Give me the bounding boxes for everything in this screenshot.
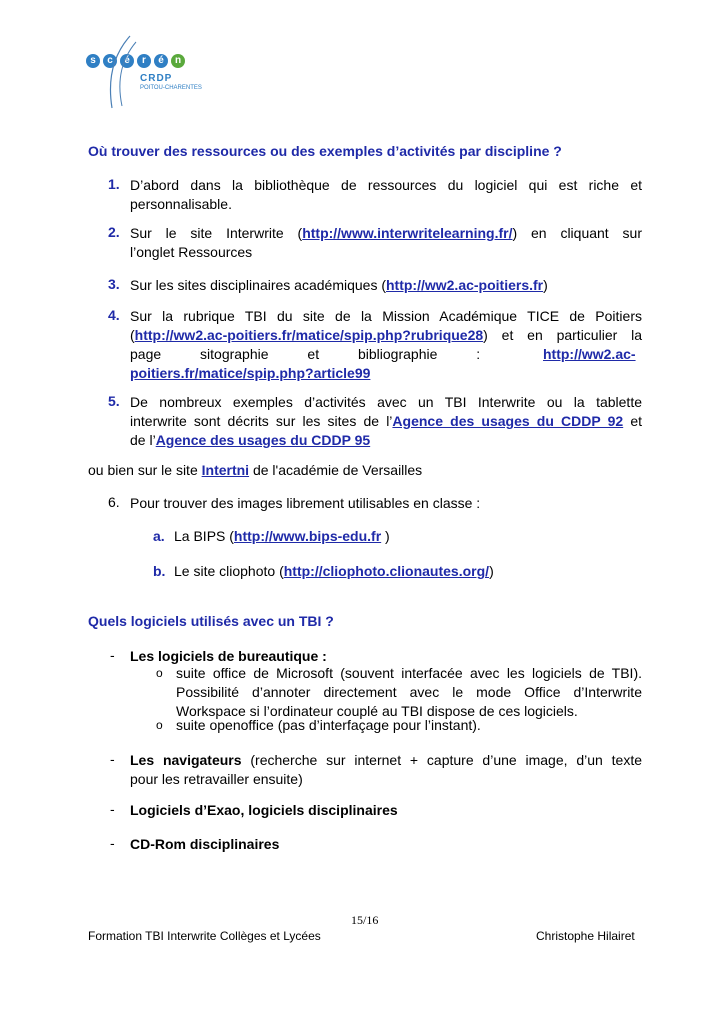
list-item-line: Logiciels d’Exao, logiciels disciplinaires: [130, 802, 398, 818]
text: ): [489, 563, 494, 579]
section-title: Quels logiciels utilisés avec un TBI ?: [88, 613, 334, 629]
list-item-line: Les logiciels de bureautique :: [130, 648, 327, 664]
section-title: Où trouver des ressources ou des exemples d’activités par discipline ?: [88, 143, 562, 159]
text: La BIPS (: [174, 528, 234, 544]
cliophoto-link[interactable]: http://cliophoto.clionautes.org/: [283, 563, 490, 579]
page-number: 15/16: [351, 913, 379, 927]
footer-right: Christophe Hilairet: [536, 929, 635, 943]
sub-item-line: [174, 563, 494, 579]
logo-letter: s: [86, 54, 100, 68]
list-number: 5.: [108, 393, 120, 409]
text: Le site cliophoto (: [174, 563, 284, 579]
text: et: [623, 413, 643, 429]
list-item-line: CD-Rom disciplinaires: [130, 836, 280, 852]
versailles-line: [88, 461, 422, 480]
cddp95-link[interactable]: Agence des usages du CDDP 95: [155, 432, 371, 448]
list-item-line: [130, 224, 642, 243]
text: Les navigateurs: [130, 752, 242, 768]
dash-marker: -: [110, 801, 115, 817]
bullet-marker: o: [156, 666, 163, 680]
bullet-line: Workspace si l’ordinateur couplé au TBI dispose de ces logiciels.: [176, 703, 578, 719]
text: interwrite sont décrits sur les sites de l’: [130, 413, 393, 429]
rubrique28-link[interactable]: http://ww2.ac-poitiers.fr/matice/spip.php?rubrique28: [134, 327, 484, 343]
text: Sur le site Interwrite (: [130, 225, 303, 241]
list-number: 2.: [108, 224, 120, 240]
list-number: 6.: [108, 494, 120, 510]
bullet-marker: o: [156, 718, 163, 732]
logo-letter: é: [120, 54, 134, 68]
list-item-line: pour les retravailler ensuite): [130, 771, 303, 787]
list-item-line: De nombreux exemples d’activités avec un TBI Interwrite ou la tablette: [130, 394, 642, 410]
list-item-line: [130, 276, 642, 295]
list-item-line: [130, 364, 642, 383]
list-item-line: [543, 345, 636, 364]
footer-left: Formation TBI Interwrite Collèges et Lycées: [88, 929, 321, 943]
list-item-line: Pour trouver des images librement utilisables en classe :: [130, 495, 481, 511]
article99-link-cont[interactable]: poitiers.fr/matice/spip.php?article99: [130, 365, 371, 381]
bips-link[interactable]: http://www.bips-edu.fr: [233, 528, 382, 544]
text: de l'académie de Versailles: [249, 462, 423, 478]
bullet-line: suite openoffice (pas d’interfaçage pour l’instant).: [176, 717, 481, 733]
dash-marker: -: [110, 835, 115, 851]
logo-region: POITOU-CHARENTES: [140, 85, 202, 91]
text: (recherche sur internet + capture d’une image, d’un texte: [241, 752, 642, 768]
logo-letter: n: [171, 54, 185, 68]
logo-crdp: CRDP: [140, 73, 173, 84]
logo-letter: c: [103, 54, 117, 68]
text: ): [381, 528, 390, 544]
dash-marker: -: [110, 751, 115, 767]
list-item-line: [130, 431, 642, 450]
ac-poitiers-link[interactable]: http://ww2.ac-poitiers.fr: [386, 277, 544, 293]
logo-arcs-icon: [100, 34, 140, 110]
text: ou bien sur le site: [88, 462, 202, 478]
list-item-line: [130, 751, 642, 770]
list-item-line: [130, 412, 642, 431]
sub-letter: a.: [153, 528, 165, 544]
list-item-line: [130, 326, 642, 345]
dash-marker: -: [110, 647, 115, 663]
bullet-line: suite office de Microsoft (souvent interfacée avec les logiciels de TBI).: [176, 665, 642, 681]
list-number: 4.: [108, 307, 120, 323]
text: (: [130, 327, 135, 343]
logo-letter: é: [154, 54, 168, 68]
text: ): [543, 277, 548, 293]
intertni-link[interactable]: Intertni: [201, 462, 250, 478]
text: ) en cliquant sur: [512, 225, 643, 241]
list-item-line: personnalisable.: [130, 196, 232, 212]
list-item-line: Sur la rubrique TBI du site de la Mission Académique TICE de Poitiers: [130, 308, 642, 324]
text: Sur les sites disciplinaires académiques (: [130, 277, 386, 293]
list-item-line: l’onglet Ressources: [130, 244, 253, 260]
cddp92-link[interactable]: Agence des usages du CDDP 92: [392, 413, 624, 429]
text: de l’: [130, 432, 156, 448]
article99-link[interactable]: http://ww2.ac-: [543, 346, 636, 362]
list-number: 3.: [108, 276, 120, 292]
sub-letter: b.: [153, 563, 166, 579]
list-number: 1.: [108, 176, 120, 192]
bullet-line: Possibilité d’annoter directement avec le mode Office d’Interwrite: [176, 684, 642, 700]
logo-letter: r: [137, 54, 151, 68]
sub-item-line: [174, 528, 390, 544]
list-item-line: D’abord dans la bibliothèque de ressources du logiciel qui est riche et: [130, 177, 642, 193]
list-item-line: page sitographie et bibliographie :: [130, 346, 481, 362]
interwrite-link[interactable]: http://www.interwritelearning.fr/: [302, 225, 513, 241]
text: ) et en particulier la: [483, 327, 642, 343]
